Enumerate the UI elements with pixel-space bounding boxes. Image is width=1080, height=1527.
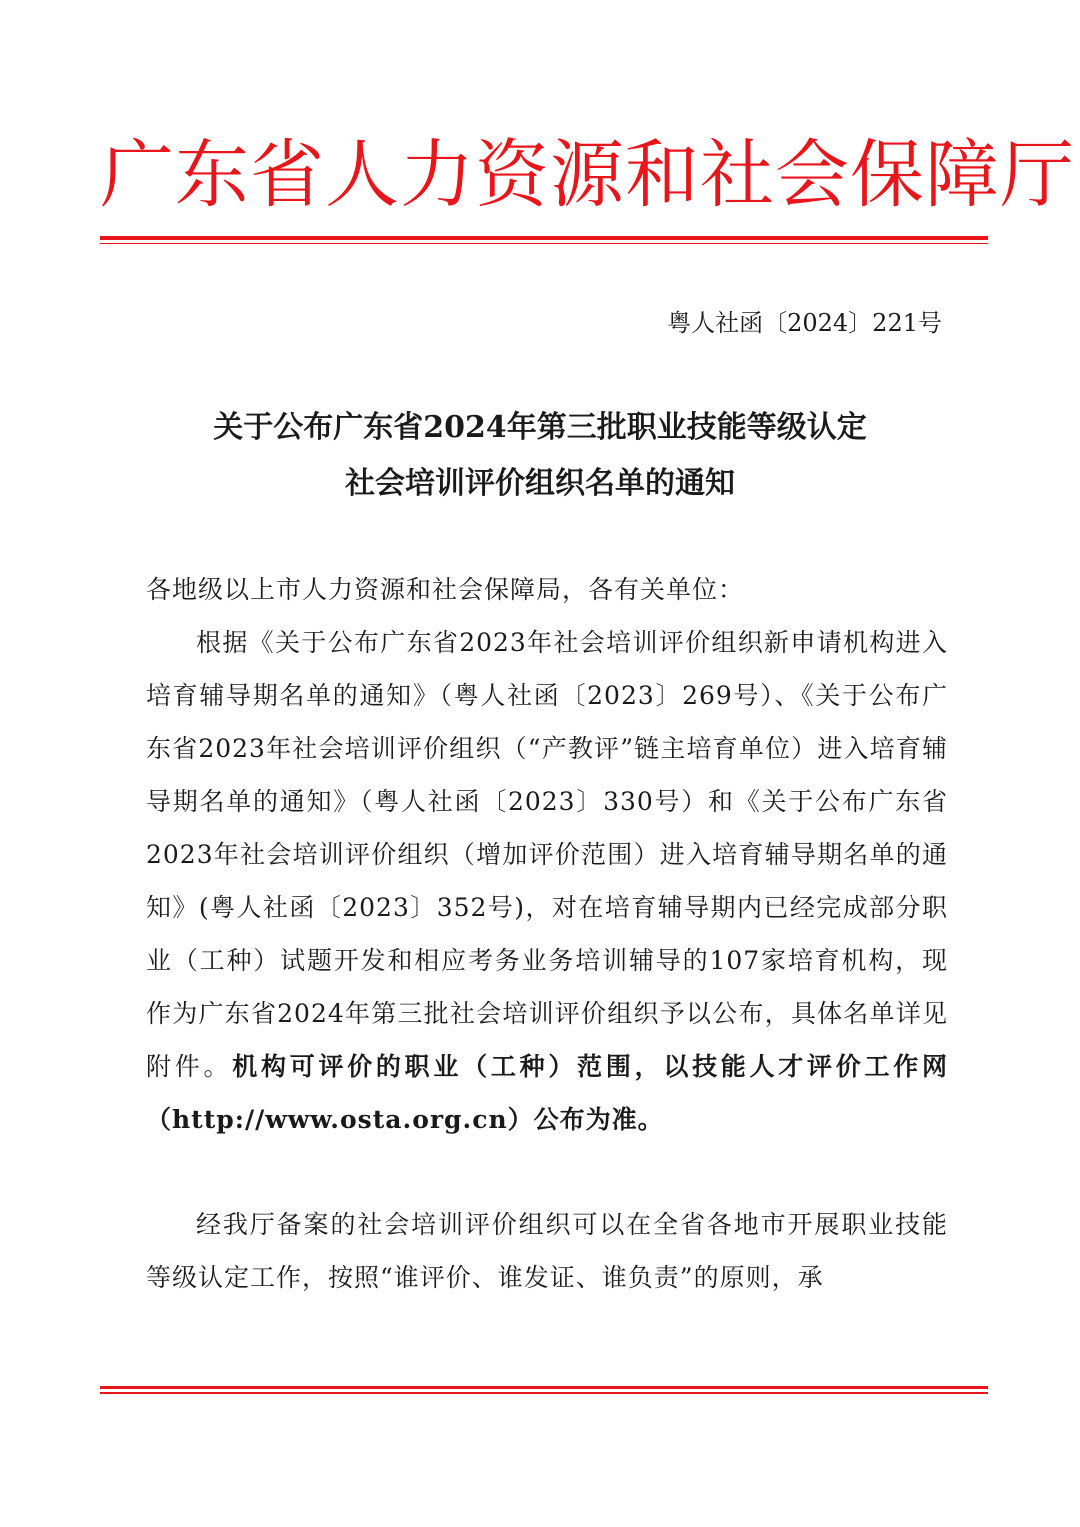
body-paragraph-1: [146, 616, 948, 1146]
masthead-divider-thin: [100, 243, 988, 244]
footer-divider-thick: [100, 1386, 988, 1389]
body-paragraph-2: 经我厅备案的社会培训评价组织可以在全省各地市开展职业技能等级认定工作，按照“谁评价、谁发证、谁负责”的原则，承: [146, 1210, 948, 1292]
notice-title-line-1: 关于公布广东省2024年第三批职业技能等级认定: [213, 410, 867, 445]
document-number: 粤人社函〔2024〕221号: [667, 309, 942, 337]
body-paragraph-1-text: 根据《关于公布广东省2023年社会培训评价组织新申请机构进入培育辅导期名单的通知》（粤人社函〔2023〕269号）、《关于公布广东省2023年社会培训评价组织（“产教评”链主培育单位）进入培育辅导期名单的通知》（粤人社函〔2023〕330号）和《关于公布广东省2023年社会培训评价组织（增加评价范围）进入培育辅导期名单的通知》(粤人社函〔2023〕352号)，对在培育辅导期内已经完成部分职业（工种）试题开发和相应考务业务培训辅导的107家培育机构，现作为广东省2024年第三批社会培训评价组织予以公布，具体名单详见附件。: [146, 628, 948, 1081]
masthead-divider-thick: [100, 236, 988, 240]
notice-title: [100, 400, 980, 512]
notice-title-line-2: 社会培训评价组织名单的通知: [345, 466, 735, 501]
salutation: 各地级以上市人力资源和社会保障局，各有关单位：: [146, 575, 745, 604]
footer-divider-thin: [100, 1392, 988, 1394]
body-paragraph-1-emphasis: 机构可评价的职业（工种）范围，以技能人才评价工作网（http://www.osta.org.cn）公布为准。: [146, 1052, 948, 1134]
masthead-title: 广东省人力资源和社会保障厅: [100, 132, 1075, 218]
